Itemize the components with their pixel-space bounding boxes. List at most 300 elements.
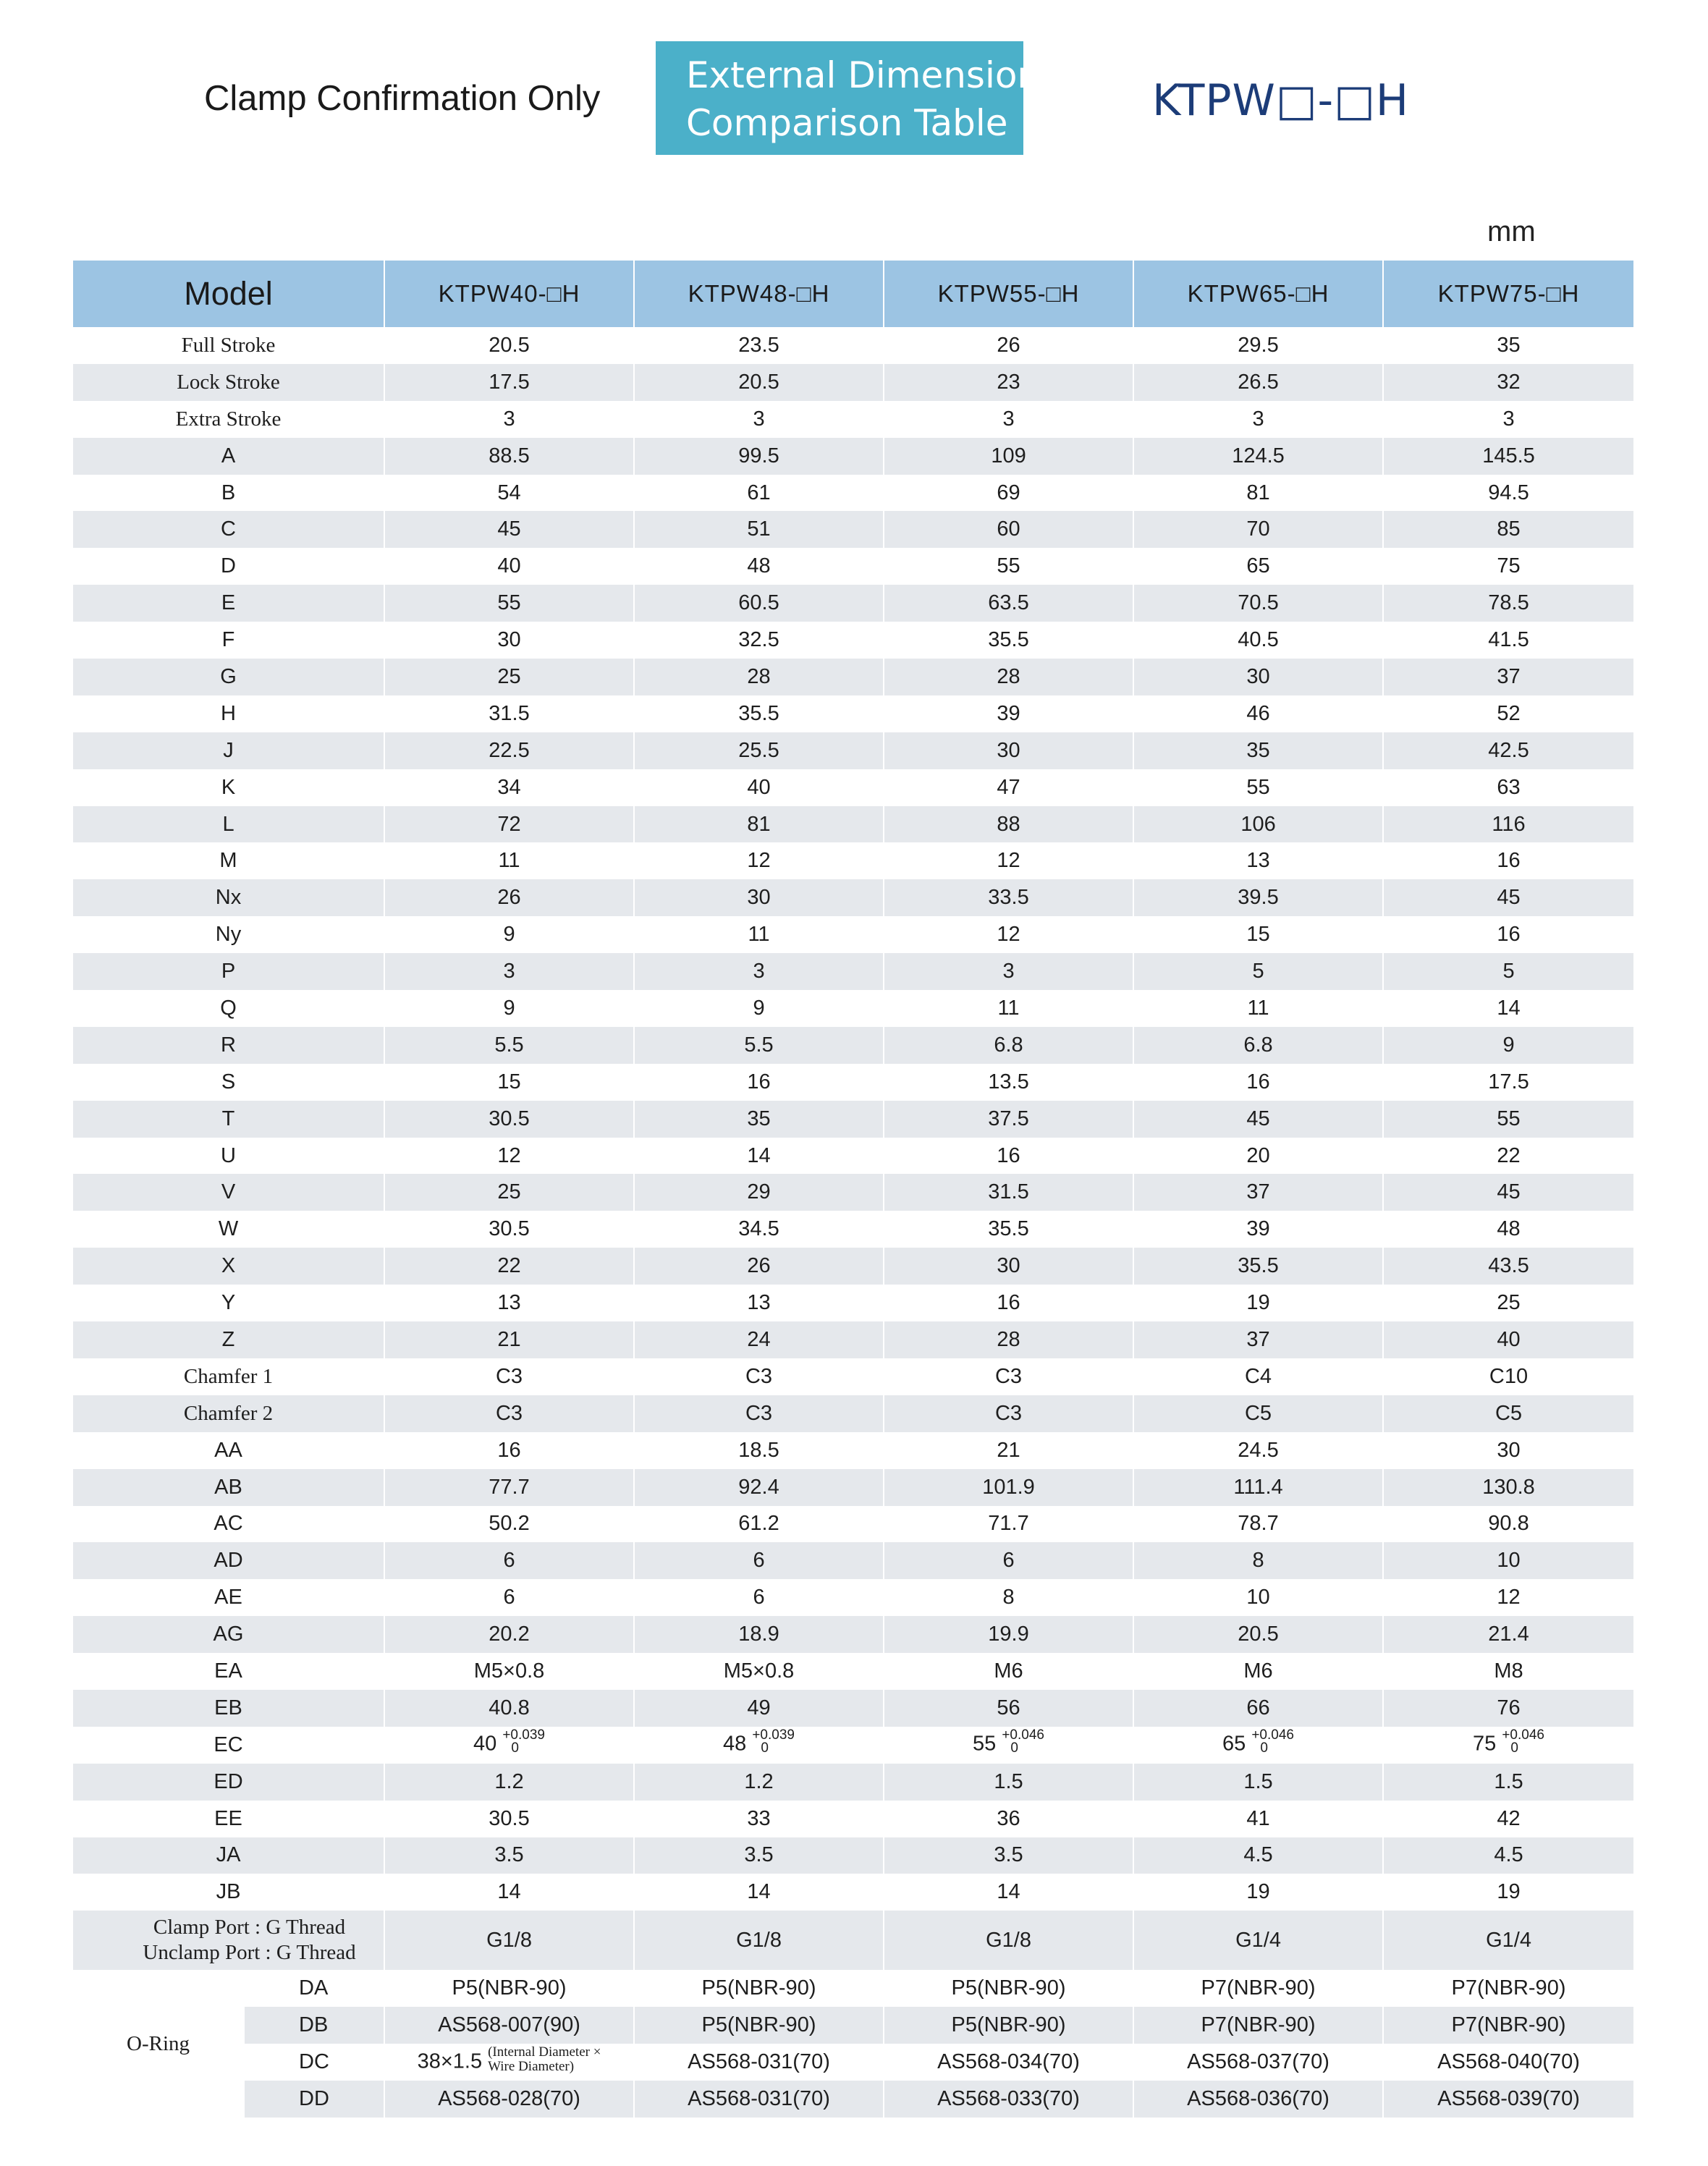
table-cell: 31.5 [384,695,634,732]
table-cell: 13 [1133,842,1383,879]
row-label: U [73,1138,384,1175]
table-cell: 40.8 [384,1690,634,1727]
table-cell: 30.5 [384,1101,634,1138]
table-cell: 4.5 [1133,1837,1383,1874]
table-cell: 85 [1383,511,1633,548]
lower-tolerance: 0 [1010,1740,1018,1756]
table-row [73,475,1633,512]
table-row [73,1874,1633,1911]
row-label: Nx [73,879,384,916]
table-row [73,1248,1633,1285]
table-cell: 35.5 [1133,1248,1383,1285]
table-cell: 12 [884,842,1133,879]
table-cell: 26 [634,1248,884,1285]
table-cell: 37 [1133,1321,1383,1358]
table-cell: 28 [884,1321,1133,1358]
table-cell: 77.7 [384,1469,634,1506]
table-cell: 16 [634,1064,884,1101]
row-label: D [73,548,384,585]
table-row [73,769,1633,806]
unclamp-port-label: Unclamp Port : G Thread [143,1941,356,1965]
table-cell: AS568-033(70) [884,2081,1133,2118]
table-cell: 26 [384,879,634,916]
row-label: K [73,769,384,806]
table-cell: 14 [634,1138,884,1175]
table-row [73,1358,1633,1395]
table-cell: 6.8 [1133,1027,1383,1064]
table-cell: C4 [1133,1358,1383,1395]
table-cell: 55 [1383,1101,1633,1138]
table-cell: G1/8 [634,1911,884,1970]
table-cell [634,1727,884,1764]
table-cell: 26 [884,327,1133,364]
table-cell: 39 [1133,1211,1383,1248]
table-cell: 10 [1383,1542,1633,1579]
table-cell: 24.5 [1133,1432,1383,1469]
table-cell: 10 [1133,1579,1383,1616]
table-cell: 16 [1383,916,1633,953]
table-row [73,1064,1633,1101]
table-cell: 36 [884,1801,1133,1837]
o-ring-size: 38×1.5 [417,2049,483,2073]
upper-tolerance: +0.039 [502,1727,545,1743]
row-label: AE [73,1579,384,1616]
upper-tolerance: +0.046 [1251,1727,1294,1743]
table-cell: 54 [384,475,634,512]
table-cell: 33.5 [884,879,1133,916]
table-cell: 6 [634,1542,884,1579]
table-cell: 30 [1133,659,1383,695]
table-row [73,1469,1633,1506]
table-cell: P5(NBR-90) [634,1970,884,2007]
table-cell: 61.2 [634,1506,884,1543]
column-header: KTPW55-□H [884,261,1133,327]
table-cell: 30.5 [384,1211,634,1248]
table-row [73,990,1633,1027]
table-cell: 18.9 [634,1616,884,1653]
table-cell: 9 [384,990,634,1027]
table-cell: P5(NBR-90) [884,1970,1133,2007]
row-label: J [73,732,384,769]
table-cell: 9 [1383,1027,1633,1064]
table-cell: 3.5 [884,1837,1133,1874]
row-label: T [73,1101,384,1138]
table-cell: 1.5 [1383,1764,1633,1801]
table-cell: 25.5 [634,732,884,769]
table-cell: 14 [634,1874,884,1911]
table-cell: 30 [634,879,884,916]
table-cell: 69 [884,475,1133,512]
tolerance [502,1729,545,1755]
table-cell: 60 [884,511,1133,548]
table-cell: 43.5 [1383,1248,1633,1285]
table-cell: C3 [384,1358,634,1395]
table-row [73,438,1633,475]
table-cell: AS568-031(70) [634,2081,884,2118]
nominal-value: 40 [473,1732,497,1756]
size-note-line: (Internal Diameter × [488,2044,601,2060]
table-cell: 48 [1383,1211,1633,1248]
table-cell: 70.5 [1133,585,1383,622]
row-label: ED [73,1764,384,1801]
table-cell: 12 [1383,1579,1633,1616]
table-cell: 12 [384,1138,634,1175]
table-cell: 35 [1383,327,1633,364]
title-line-2: Comparison Table [686,102,1008,144]
table-cell: 81 [634,806,884,843]
row-label: EB [73,1690,384,1727]
upper-tolerance: +0.046 [1502,1727,1544,1743]
table-cell: 1.2 [634,1764,884,1801]
table-cell: 32.5 [634,622,884,659]
nominal-value: 55 [973,1732,997,1756]
table-cell: 35.5 [634,695,884,732]
row-label: EA [73,1653,384,1690]
table-cell: 111.4 [1133,1469,1383,1506]
table-cell: 61 [634,475,884,512]
table-cell: 41 [1133,1801,1383,1837]
lower-tolerance: 0 [1260,1740,1268,1756]
row-label: DC [244,2044,384,2081]
table-cell: G1/8 [384,1911,634,1970]
table-cell: 16 [884,1138,1133,1175]
tolerance [1002,1729,1044,1755]
table-cell: 78.7 [1133,1506,1383,1543]
table-cell: 1.2 [384,1764,634,1801]
table-cell: 6.8 [884,1027,1133,1064]
lower-tolerance: 0 [1510,1740,1518,1756]
table-cell: 50.2 [384,1506,634,1543]
table-cell: 39.5 [1133,879,1383,916]
table-cell: 9 [384,916,634,953]
table-row [73,511,1633,548]
nominal-value: 75 [1473,1732,1497,1756]
table-cell: 40 [634,769,884,806]
table-row [73,916,1633,953]
table-cell: 29.5 [1133,327,1383,364]
table-cell: C3 [884,1395,1133,1432]
table-row [73,548,1633,585]
table-cell: 6 [384,1542,634,1579]
row-label: P [73,953,384,990]
row-label: Z [73,1321,384,1358]
table-cell: 33 [634,1801,884,1837]
table-row [73,695,1633,732]
table-cell: 16 [1383,842,1633,879]
table-cell: M6 [884,1653,1133,1690]
table-cell: 40 [1383,1321,1633,1358]
table-cell: 28 [884,659,1133,695]
table-cell [384,2044,634,2081]
table-cell: 1.5 [1133,1764,1383,1801]
row-label: Chamfer 2 [73,1395,384,1432]
table-cell: 3 [884,401,1133,438]
table-cell: 20.2 [384,1616,634,1653]
table-cell: G1/4 [1383,1911,1633,1970]
table-row [73,364,1633,401]
table-cell: 16 [1133,1064,1383,1101]
table-cell: P7(NBR-90) [1133,1970,1383,2007]
row-label: JB [73,1874,384,1911]
table-cell: 35 [1133,732,1383,769]
column-header: KTPW75-□H [1383,261,1633,327]
table-cell: 99.5 [634,438,884,475]
table-cell: 8 [1133,1542,1383,1579]
table-cell: 63 [1383,769,1633,806]
table-cell: 14 [1383,990,1633,1027]
table-cell: 23 [884,364,1133,401]
column-header: KTPW48-□H [634,261,884,327]
table-cell: 17.5 [1383,1064,1633,1101]
table-cell: 6 [384,1579,634,1616]
table-cell: 124.5 [1133,438,1383,475]
table-cell: 5 [1133,953,1383,990]
table-cell: 3 [1133,401,1383,438]
title-box [656,41,1060,155]
table-cell: 35.5 [884,622,1133,659]
table-cell: C10 [1383,1358,1633,1395]
table-cell: 11 [1133,990,1383,1027]
table-cell: 52 [1383,695,1633,732]
row-label: JA [73,1837,384,1874]
table-cell: 15 [384,1064,634,1101]
row-label: S [73,1064,384,1101]
table-cell: 78.5 [1383,585,1633,622]
row-label: H [73,695,384,732]
lower-tolerance: 0 [511,1740,519,1756]
table-cell: 9 [634,990,884,1027]
table-cell: AS568-031(70) [634,2044,884,2081]
table-cell: 26.5 [1133,364,1383,401]
table-cell: 37 [1383,659,1633,695]
row-label: W [73,1211,384,1248]
table-cell: P5(NBR-90) [634,2007,884,2044]
table-cell: 19 [1133,1285,1383,1321]
upper-tolerance: +0.046 [1002,1727,1044,1743]
table-cell: P7(NBR-90) [1133,2007,1383,2044]
table-cell: 81 [1133,475,1383,512]
row-label: AG [73,1616,384,1653]
table-cell: 41.5 [1383,622,1633,659]
table-cell: 88 [884,806,1133,843]
row-label: L [73,806,384,843]
table-cell: 22.5 [384,732,634,769]
table-cell [1133,1727,1383,1764]
table-cell: AS568-028(70) [384,2081,634,2118]
table-cell: 23.5 [634,327,884,364]
table-cell: P7(NBR-90) [1383,1970,1633,2007]
table-row [73,327,1633,364]
table-row [73,2007,1633,2044]
table-cell: 55 [384,585,634,622]
table-row [73,1101,1633,1138]
row-label: V [73,1174,384,1211]
table-cell: 45 [1133,1101,1383,1138]
table-cell: 35 [634,1101,884,1138]
row-label: Ny [73,916,384,953]
row-label: C [73,511,384,548]
table-cell: 12 [884,916,1133,953]
table-cell: 11 [634,916,884,953]
table-cell [884,1727,1133,1764]
table-cell: M6 [1133,1653,1383,1690]
row-label: Lock Stroke [73,364,384,401]
table-cell: 4.5 [1383,1837,1633,1874]
table-row [73,1911,1633,1970]
table-cell: 48 [634,548,884,585]
row-label: F [73,622,384,659]
table-cell: 37 [1133,1174,1383,1211]
table-cell: 20.5 [1133,1616,1383,1653]
row-label: DD [244,2081,384,2118]
table-cell: AS568-040(70) [1383,2044,1633,2081]
table-cell: 29 [634,1174,884,1211]
table-cell: 6 [884,1542,1133,1579]
table-cell: 6 [634,1579,884,1616]
table-cell: 5.5 [634,1027,884,1064]
tolerance [752,1729,795,1755]
column-header: KTPW40-□H [384,261,634,327]
unit-label: mm [1487,216,1536,248]
table-cell: 88.5 [384,438,634,475]
table-row [73,1138,1633,1175]
row-label: Full Stroke [73,327,384,364]
table-cell: 20.5 [384,327,634,364]
table-row [73,1616,1633,1653]
table-cell: 3 [384,401,634,438]
table-row [73,2081,1633,2118]
table-row [73,1653,1633,1690]
table-cell: C5 [1133,1395,1383,1432]
table-row [73,1174,1633,1211]
table-cell: M5×0.8 [384,1653,634,1690]
table-cell: 20 [1133,1138,1383,1175]
table-cell: 34.5 [634,1211,884,1248]
table-cell: 75 [1383,548,1633,585]
table-cell: 55 [884,548,1133,585]
row-label: Q [73,990,384,1027]
table-cell: 19 [1133,1874,1383,1911]
table-row [73,1764,1633,1801]
row-label: AA [73,1432,384,1469]
table-cell: 19 [1383,1874,1633,1911]
table-cell: 3.5 [634,1837,884,1874]
table-cell: AS568-039(70) [1383,2081,1633,2118]
row-label: EE [73,1801,384,1837]
clamp-confirmation-text: Clamp Confirmation Only [204,79,601,118]
table-cell: 17.5 [384,364,634,401]
table-cell: 5 [1383,953,1633,990]
table-cell: 72 [384,806,634,843]
table-cell: 21 [384,1321,634,1358]
table-cell: 25 [384,659,634,695]
table-cell: 16 [384,1432,634,1469]
row-label: R [73,1027,384,1064]
table-cell: M8 [1383,1653,1633,1690]
row-label: DB [244,2007,384,2044]
row-label: B [73,475,384,512]
table-cell: 3 [884,953,1133,990]
table-cell: 21 [884,1432,1133,1469]
table-row [73,1211,1633,1248]
row-label: AB [73,1469,384,1506]
row-label: Y [73,1285,384,1321]
table-row [73,1542,1633,1579]
table-cell: C3 [634,1358,884,1395]
row-label: G [73,659,384,695]
table-cell: 56 [884,1690,1133,1727]
o-ring-label: O-Ring [73,1970,244,2118]
row-label: E [73,585,384,622]
row-label: EC [73,1727,384,1764]
table-cell: P5(NBR-90) [884,2007,1133,2044]
table-cell: 3 [384,953,634,990]
table-cell: 55 [1133,769,1383,806]
table-cell: 65 [1133,548,1383,585]
table-header-row [73,261,1633,327]
table-row [73,1801,1633,1837]
table-cell: 71.7 [884,1506,1133,1543]
table-cell: 130.8 [1383,1469,1633,1506]
table-cell: 22 [1383,1138,1633,1175]
table-cell: 28 [634,659,884,695]
table-cell: AS568-007(90) [384,2007,634,2044]
table-cell: 15 [1133,916,1383,953]
table-cell: 13.5 [884,1064,1133,1101]
port-label [73,1911,384,1970]
table-cell: P5(NBR-90) [384,1970,634,2007]
table-cell [384,1727,634,1764]
table-row [73,622,1633,659]
table-cell: C3 [384,1395,634,1432]
table-cell: 47 [884,769,1133,806]
row-label: AD [73,1542,384,1579]
table-cell: 116 [1383,806,1633,843]
table-row [73,1727,1633,1764]
dimensions-table [73,261,1633,2118]
table-cell: 76 [1383,1690,1633,1727]
table-cell: 14 [384,1874,634,1911]
table-cell: 45 [1383,879,1633,916]
table-cell: 20.5 [634,364,884,401]
table-cell: 49 [634,1690,884,1727]
table-cell: 3 [1383,401,1633,438]
table-cell: 11 [884,990,1133,1027]
table-cell: AS568-037(70) [1133,2044,1383,2081]
model-code: KTPW□-□H [1152,75,1409,126]
table-cell: 101.9 [884,1469,1133,1506]
table-cell: 60.5 [634,585,884,622]
table-cell: 66 [1133,1690,1383,1727]
table-row [73,1579,1633,1616]
row-label: Extra Stroke [73,401,384,438]
table-row [73,1285,1633,1321]
table-cell: AS568-036(70) [1133,2081,1383,2118]
table-cell: 1.5 [884,1764,1133,1801]
table-cell: 19.9 [884,1616,1133,1653]
table-row [73,2044,1633,2081]
table-cell: 70 [1133,511,1383,548]
table-row [73,1432,1633,1469]
table-cell: 46 [1133,695,1383,732]
table-row [73,732,1633,769]
table-cell: 42.5 [1383,732,1633,769]
table-row [73,1970,1633,2007]
row-label: Chamfer 1 [73,1358,384,1395]
table-cell: 8 [884,1579,1133,1616]
table-cell: 106 [1133,806,1383,843]
column-header: KTPW65-□H [1133,261,1383,327]
